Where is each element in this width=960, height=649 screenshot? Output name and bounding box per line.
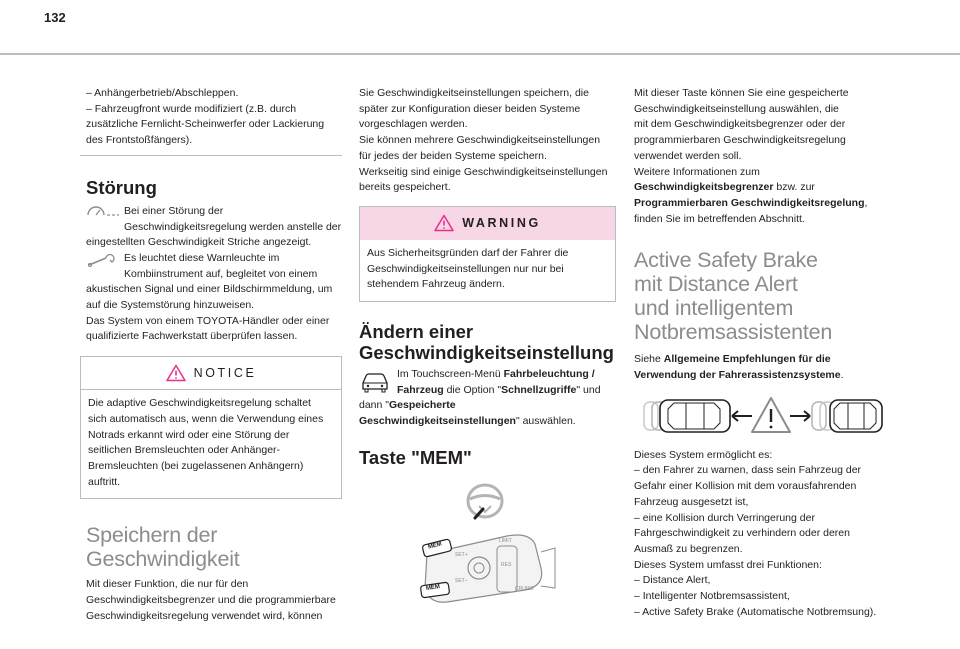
menu-schnellzugriffe: Schnellzugriffe <box>501 383 577 396</box>
intro-line: programmierbaren Geschwindigkeitsregelung <box>634 134 846 147</box>
intro-line: Mit dieser Taste können Sie eine gespeicherte <box>634 87 849 99</box>
col2-intro <box>359 86 616 196</box>
stoerung-line: Es leuchtet diese Warnleuchte im <box>124 251 280 264</box>
ref-text: bzw. zur <box>773 181 815 194</box>
collision-warning-icon <box>634 394 886 438</box>
menu-fahrbeleuchtung: Fahrbeleuchtung / <box>503 368 595 381</box>
aendern-text: die Option " <box>443 383 502 396</box>
stoerung-line: Das System von einem TOYOTA-Händler oder einer <box>86 314 330 327</box>
intro-line: zusätzliche Fernlicht-Scheinwerfer oder Lackierung <box>86 118 325 131</box>
notice-box <box>80 356 342 499</box>
menu-fahrzeug: Fahrzeug <box>397 383 444 396</box>
intro-line: Sie Geschwindigkeitseinstellungen speichern, die <box>359 87 589 99</box>
intro-line: vorgeschlagen werden. <box>359 118 468 131</box>
see-ref-1: Allgemeine Empfehlungen für die <box>663 353 831 366</box>
see-text: Siehe <box>634 353 664 366</box>
asb-line: – Active Safety Brake (Automatische Notbremsung). <box>634 605 877 618</box>
asb-line: – Distance Alert, <box>634 574 711 587</box>
aendern-text: dann " <box>359 399 390 412</box>
ref-begrenzer: Geschwindigkeitsbegrenzer <box>634 181 774 194</box>
stoerung-body <box>86 204 342 345</box>
ref-line <box>634 196 886 212</box>
notice-line: auftritt. <box>88 475 121 488</box>
ref-line: finden Sie im betreffenden Abschnitt. <box>634 212 805 225</box>
column-right <box>634 86 886 620</box>
notice-triangle-icon <box>166 364 186 382</box>
intro-line: mit dem Geschwindigkeitsbegrenzer oder der <box>634 118 846 131</box>
notice-title: NOTICE <box>193 366 257 381</box>
heading-speichern <box>86 523 342 571</box>
heading-line: Speichern der <box>86 523 218 548</box>
heading-line: Ändern einer <box>359 321 474 343</box>
intro-line: – Anhängerbetrieb/Abschleppen. <box>86 87 239 99</box>
aendern-line <box>397 367 616 383</box>
aendern-line <box>397 383 616 399</box>
see-line <box>634 352 886 368</box>
header-rule <box>0 53 960 55</box>
intro-line: Weitere Informationen zum <box>634 165 760 178</box>
aendern-text: " auswählen. <box>515 415 576 428</box>
label-limit: LIMIT <box>499 537 512 544</box>
label-mem-top: MEM <box>427 541 443 551</box>
asb-line: – eine Kollision durch Verringerung der <box>634 511 815 524</box>
col3-intro <box>634 86 886 227</box>
stoerung-line: qualifizierte Fachwerkstatt überprüfen lassen. <box>86 330 298 343</box>
page-number: 132 <box>44 10 66 25</box>
asb-line: Dieses System umfasst drei Funktionen: <box>634 558 822 571</box>
warning-box <box>359 206 616 302</box>
cruise-stalk-icon <box>417 524 557 606</box>
ref-regelung: Programmierbaren Geschwindigkeitsregelung <box>634 196 865 209</box>
asb-line: Fahrgeschwindigkeit zu verhindern oder deren <box>634 527 850 540</box>
speichern-line: Geschwindigkeitsregelung verwendet wird, können <box>86 609 323 622</box>
stoerung-line: eingestellten Geschwindigkeit Striche angezeigt. <box>86 236 312 249</box>
column-left <box>80 80 342 624</box>
ref-line <box>634 180 886 196</box>
aendern-text: " und <box>576 383 601 396</box>
warning-body <box>360 240 615 301</box>
asb-line: – den Fahrer zu warnen, dass sein Fahrzeug der <box>634 464 862 477</box>
heading-line: mit Distance Alert <box>634 272 798 297</box>
heading-stoerung: Störung <box>86 176 157 198</box>
asb-line: Fahrzeug ausgesetzt ist, <box>634 495 749 508</box>
stoerung-p2 <box>86 251 342 282</box>
warning-line: stehendem Fahrzeug ändern. <box>367 278 505 291</box>
cruise-fault-icon <box>86 206 120 218</box>
warning-title: WARNING <box>462 216 541 231</box>
stoerung-p1 <box>86 204 342 235</box>
stoerung-line: auf die Systemstörung hinzuweisen. <box>86 299 255 312</box>
heading-line: und intelligentem <box>634 296 794 321</box>
aendern-icon-row <box>359 367 616 398</box>
ref-text: , <box>864 196 868 209</box>
stoerung-line: Bei einer Störung der <box>124 204 224 217</box>
heading-line: Geschwindigkeit <box>86 547 240 572</box>
aendern-text: Im Touchscreen-Menü <box>397 368 504 381</box>
notice-header <box>81 357 341 390</box>
notice-body <box>81 390 341 498</box>
heading-line: Notbremsassistenten <box>634 320 833 345</box>
stoerung-line: Geschwindigkeitsregelung werden anstelle der <box>124 220 342 233</box>
heading-line: Active Safety Brake <box>634 248 818 273</box>
car-touchscreen-icon <box>359 370 391 394</box>
intro-line: – Fahrzeugfront wurde modifiziert (z.B. durch <box>86 102 297 115</box>
asb-line: Dieses System ermöglicht es: <box>634 448 773 461</box>
see-ref-2: Verwendung der Fahrerassistenzsysteme <box>634 369 841 382</box>
asb-body <box>634 448 886 621</box>
label-set-plus: SET+ <box>455 551 468 558</box>
speichern-line: Mit dieser Funktion, die nur für den <box>86 578 249 591</box>
intro-block <box>80 80 342 156</box>
heading-active-safety-brake <box>634 248 886 344</box>
intro-line: später zur Konfiguration dieser beiden Systeme <box>359 102 581 115</box>
label-mem-bottom: MEM <box>425 583 441 592</box>
notice-line: Bremsleuchten (bei zugelassenen Anhängern) <box>88 459 304 472</box>
heading-line: Geschwindigkeitseinstellung <box>359 342 614 364</box>
notice-line: Notrads erkannt wird oder eine Störung der <box>88 428 290 441</box>
intro-line: verwendet werden soll. <box>634 149 742 162</box>
intro-line: des Frontstoßfängers). <box>86 134 193 147</box>
heading-aendern <box>359 321 616 363</box>
notice-line: Die adaptive Geschwindigkeitsregelung schaltet <box>88 397 311 410</box>
label-set-minus: SET– <box>455 577 468 584</box>
intro-line: Geschwindigkeitseinstellung auswählen, die <box>634 102 839 115</box>
see-line <box>634 368 886 384</box>
speichern-line: Geschwindigkeitsbegrenzer und die programmierbare <box>86 594 336 607</box>
intro-line: für jedes der beiden Systeme speichern. <box>359 149 547 162</box>
speichern-body <box>86 577 342 624</box>
mem-figure <box>359 474 616 614</box>
menu-geschwindigkeitseinstellungen: Geschwindigkeitseinstellungen <box>359 415 516 428</box>
notice-line: sich automatisch aus, wenn die Verwendung eines <box>88 412 324 425</box>
steering-wheel-icon <box>465 482 505 520</box>
asb-line: Ausmaß zu begrenzen. <box>634 542 743 555</box>
stoerung-line: Kombiinstrument auf, begleitet von einem <box>124 267 318 280</box>
label-res: RES <box>501 561 512 568</box>
asb-line: – Intelligenter Notbremsassistent, <box>634 590 790 603</box>
service-wrench-icon <box>86 254 120 268</box>
heading-taste-mem: Taste "MEM" <box>359 446 472 468</box>
asb-line: Gefahr einer Kollision mit dem vorausfahrenden <box>634 480 857 493</box>
menu-gespeicherte: Gespeicherte <box>389 399 456 412</box>
aendern-line <box>359 414 616 430</box>
aendern-body <box>359 367 616 430</box>
warning-triangle-icon <box>434 214 454 232</box>
warning-line: Geschwindigkeitseinstellungen nur nur bei <box>367 262 564 275</box>
aendern-line <box>359 398 616 414</box>
warning-line: Aus Sicherheitsgründen darf der Fahrer die <box>367 246 569 259</box>
intro-line: bereits gespeichert. <box>359 181 451 194</box>
column-middle <box>359 86 616 614</box>
warning-header <box>360 207 615 240</box>
asb-see <box>634 352 886 383</box>
see-text: . <box>840 369 844 382</box>
notice-line: seitlichen Bremsleuchten oder Anhänger- <box>88 444 281 457</box>
intro-line: Werkseitig sind einige Geschwindigkeitseinstellungen <box>359 165 608 178</box>
label-cruise: CRUISE <box>515 585 534 592</box>
intro-line: Sie können mehrere Geschwindigkeitseinstellungen <box>359 134 601 147</box>
stoerung-line: akustischen Signal und einer Bildschirmmeldung, um <box>86 283 333 296</box>
